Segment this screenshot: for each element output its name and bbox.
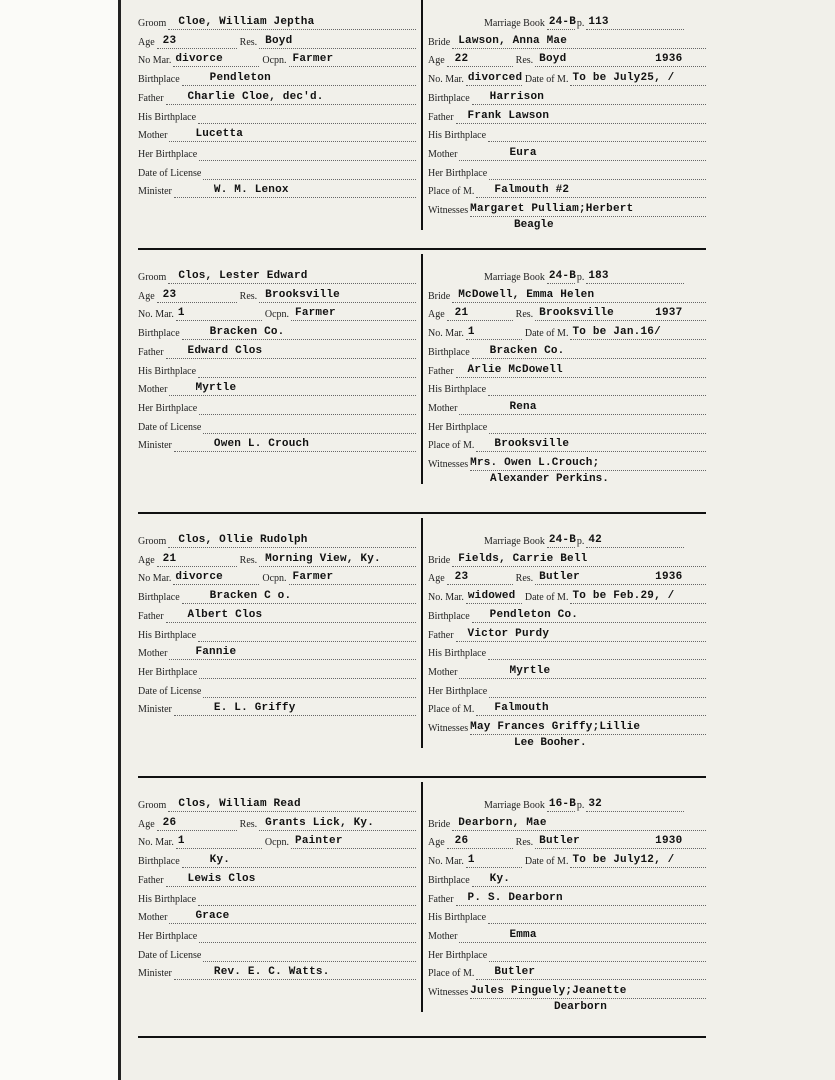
date-of-license-label: Date of License [138,685,202,697]
bride-value: Dearborn, Mae [458,816,547,829]
minister-value: Owen L. Crouch [213,438,310,451]
birthplace-label: Birthplace [428,92,470,104]
place-of-m-label: Place of M. [428,186,475,198]
place-of-m-value: Butler [494,966,536,979]
date-of-m-label: Date of M. [524,592,569,604]
form-row [138,964,416,980]
book-value: 24-B [548,16,577,28]
place-of-m-label: Place of M. [428,440,475,452]
form-field [452,816,706,831]
book-page-value: 183 [588,270,609,282]
book-value: 16-B [548,798,577,810]
date-of-m-value: To be July25, / [572,72,675,85]
bride-label: Bride [428,36,451,48]
bride-year-value: 1937 [655,307,683,320]
bride-res-value: Butler [539,835,580,848]
age-label: Age [428,309,445,321]
groom-father-value: Lewis Clos [187,872,256,885]
form-row [428,890,706,906]
form-field [199,928,416,943]
age-label: Age [138,554,155,566]
father-label: Father [428,893,454,905]
bride-mother-value: Myrtle [509,664,551,677]
form-field [198,891,416,906]
birthplace-label: Birthplace [138,74,180,86]
age-label: Age [138,818,155,830]
groom-res-value: Morning View, Ky. [265,552,381,565]
witnesses-value: Mrs. Owen L.Crouch; [470,457,600,469]
book-page-value: 113 [588,16,609,28]
form-field [476,965,706,980]
date-of-m-label: Date of M. [524,856,569,868]
form-row [428,871,706,887]
record-separator [138,1036,706,1038]
form-row [428,908,706,924]
no-mar-label: No. Mar. [428,328,464,340]
place-of-m-label: Place of M. [428,704,475,716]
bride-value: McDowell, Emma Helen [458,288,595,301]
bride-father-value: P. S. Dearborn [467,891,563,904]
no-mar-label: No. Mar. [138,309,174,321]
page-label: p. [576,272,585,283]
res-label: Res. [239,818,258,830]
age-label: Age [428,55,445,67]
birthplace-label: Birthplace [138,592,180,604]
minister-value: E. L. Griffy [213,702,296,715]
res-label: Res. [239,36,258,48]
bride-res-value: Brooksville [539,307,614,320]
mother-label: Mother [428,402,458,414]
her-birthplace-label: Her Birthplace [428,949,488,961]
her-birthplace-label: Her Birthplace [138,930,198,942]
witnesses-continued: Beagle [514,218,554,231]
form-row [138,815,416,831]
minister-label: Minister [138,186,172,198]
form-field [570,853,706,868]
form-field [488,909,706,924]
bride-res-value: Boyd [539,53,567,66]
res-label: Res. [515,837,534,849]
groom-age-value: 23 [162,34,177,47]
bride-no-mar-value: divorced [467,72,523,85]
bride-res-value: Butler [539,571,580,584]
form-field [489,947,706,962]
groom-age-value: 21 [162,552,177,565]
groom-birthplace-value: Bracken Co. [209,326,285,339]
res-label: Res. [515,309,534,321]
date-of-license-label: Date of License [138,167,202,179]
bride-label: Bride [428,554,451,566]
groom-birthplace-value: Bracken C o. [209,590,292,603]
date-of-m-value: To be Jan.16/ [572,326,661,339]
no-mar-label: No. Mar. [138,837,174,849]
form-field [182,853,416,868]
witnesses-value: May Frances Griffy;Lillie [470,721,641,733]
groom-father-value: Charlie Cloe, dec'd. [187,90,324,103]
date-of-m-label: Date of M. [524,74,569,86]
bride-father-value: Frank Lawson [467,109,550,122]
father-label: Father [428,111,454,123]
book-page-value: 32 [588,798,602,810]
bride-no-mar-value: 1 [467,854,475,867]
bride-father-value: Victor Purdy [467,627,550,640]
mother-label: Mother [138,648,168,660]
res-label: Res. [515,573,534,585]
mother-label: Mother [138,130,168,142]
bride-label: Bride [428,818,451,830]
birthplace-label: Birthplace [138,856,180,868]
age-label: Age [138,36,155,48]
form-row [138,852,416,868]
bride-age-value: 22 [454,53,469,66]
her-birthplace-label: Her Birthplace [138,148,198,160]
no-mar-label: No Mar. [138,573,172,585]
form-field [470,984,706,999]
witnesses-label: Witnesses [428,723,469,734]
groom-father-value: Albert Clos [187,608,263,621]
father-label: Father [138,92,164,104]
ocpn-label: Ocpn. [264,309,290,321]
date-of-license-label: Date of License [138,949,202,961]
form-row [138,946,416,962]
date-of-m-value: To be July12, / [572,854,675,867]
bride-birthplace-value: Pendleton Co. [489,608,579,621]
birthplace-label: Birthplace [428,610,470,622]
form-row [428,964,706,980]
form-field [291,834,416,849]
his-birthplace-label: His Birthplace [138,629,197,641]
place-of-m-label: Place of M. [428,968,475,980]
form-field [166,872,416,887]
groom-ocpn-value: Painter [295,835,343,848]
his-birthplace-label: His Birthplace [138,365,197,377]
minister-label: Minister [138,704,172,716]
witnesses-value: Jules Pinguely;Jeanette [470,985,627,997]
father-label: Father [428,365,454,377]
form-field [466,853,522,868]
minister-value: W. M. Lenox [213,184,289,197]
witnesses-continued: Dearborn [554,1000,607,1013]
her-birthplace-label: Her Birthplace [428,421,488,433]
her-birthplace-label: Her Birthplace [138,402,198,414]
marriage-book-label: Marriage Book [484,18,545,29]
date-of-m-value: To be Feb.29, / [572,590,675,603]
groom-ocpn-value: Farmer [292,53,334,66]
witnesses-label: Witnesses [428,205,469,216]
father-label: Father [138,346,164,358]
groom-res-value: Grants Lick, Ky. [265,816,374,829]
form-field [456,891,706,906]
form-row [138,833,416,849]
groom-mother-value: Lucetta [195,128,244,141]
groom-age-value: 23 [162,288,177,301]
groom-label: Groom [138,536,167,547]
form-row [138,908,416,924]
form-field [459,928,706,943]
bride-year-value: 1936 [655,571,683,584]
groom-ocpn-value: Farmer [295,307,336,320]
groom-age-value: 26 [162,816,177,829]
witnesses-label: Witnesses [428,987,469,998]
birthplace-label: Birthplace [428,874,470,886]
res-label: Res. [239,554,258,566]
form-row [138,927,416,943]
bride-year-value: 1930 [655,835,683,848]
groom-no-mar-value: 1 [177,307,185,320]
bride-no-mar-value: 1 [467,326,475,339]
form-row [428,833,706,849]
form-field [169,909,416,924]
ocpn-label: Ocpn. [264,837,290,849]
res-label: Res. [239,290,258,302]
page-label: p. [576,536,585,547]
his-birthplace-label: His Birthplace [428,912,487,924]
minister-value: Rev. E. C. Watts. [213,966,330,979]
column-divider [421,782,423,1012]
no-mar-label: No Mar. [138,55,172,67]
bride-mother-value: Eura [509,146,537,159]
age-label: Age [138,290,155,302]
groom-label: Groom [138,272,167,283]
form-field [586,797,684,812]
bride-age-value: 23 [454,571,469,584]
his-birthplace-label: His Birthplace [428,130,487,142]
mother-label: Mother [428,930,458,942]
bride-birthplace-value: Ky. [489,872,511,885]
father-label: Father [138,610,164,622]
bride-no-mar-value: widowed [467,590,516,603]
form-row [428,927,706,943]
his-birthplace-label: His Birthplace [428,384,487,396]
date-of-license-label: Date of License [138,421,202,433]
res-label: Res. [515,55,534,67]
form-field [168,797,416,812]
groom-mother-value: Fannie [195,646,237,659]
book-page-value: 42 [588,534,602,546]
mother-label: Mother [428,148,458,160]
groom-father-value: Edward Clos [187,344,263,357]
father-label: Father [138,874,164,886]
groom-value: Clos, William Read [178,798,301,810]
bride-mother-value: Emma [509,928,537,941]
father-label: Father [428,629,454,641]
form-field [547,797,575,812]
groom-value: Cloe, William Jeptha [178,16,315,28]
witnesses-continued: Alexander Perkins. [490,472,609,485]
groom-value: Clos, Lester Edward [178,270,308,282]
bride-birthplace-value: Harrison [489,90,545,103]
groom-no-mar-value: 1 [177,835,185,848]
groom-ocpn-value: Farmer [292,571,334,584]
her-birthplace-label: Her Birthplace [428,685,488,697]
form-field [203,947,416,962]
no-mar-label: No. Mar. [428,74,464,86]
minister-label: Minister [138,968,172,980]
form-row [428,983,706,999]
bride-father-value: Arlie McDowell [467,363,563,376]
her-birthplace-label: Her Birthplace [428,167,488,179]
marriage-book-label: Marriage Book [484,272,545,283]
form-row [138,796,416,812]
no-mar-label: No. Mar. [428,592,464,604]
marriage-book-row [484,796,684,812]
form-field [535,834,706,849]
form-field [472,872,706,887]
page-label: p. [576,800,585,811]
groom-birthplace-value: Ky. [209,854,231,867]
form-row [428,946,706,962]
groom-mother-value: Grace [195,910,230,923]
ocpn-label: Ocpn. [262,55,287,67]
bride-age-value: 21 [454,307,469,320]
form-row [428,815,706,831]
his-birthplace-label: His Birthplace [428,648,487,660]
his-birthplace-label: His Birthplace [138,111,197,123]
birthplace-label: Birthplace [138,328,180,340]
marriage-book-label: Marriage Book [484,800,545,811]
groom-no-mar-value: divorce [175,571,223,584]
bride-year-value: 1936 [655,53,683,66]
form-field [447,834,513,849]
his-birthplace-label: His Birthplace [138,893,197,905]
her-birthplace-label: Her Birthplace [138,666,198,678]
book-value: 24-B [548,270,577,282]
page-label: p. [576,18,585,29]
bride-value: Fields, Carrie Bell [458,552,588,565]
witnesses-continued: Lee Booher. [514,736,587,749]
place-of-m-value: Falmouth [494,702,549,715]
groom-res-value: Brooksville [265,288,340,301]
form-row [138,871,416,887]
bride-age-value: 26 [454,835,469,848]
groom-label: Groom [138,800,167,811]
form-row [138,890,416,906]
mother-label: Mother [428,666,458,678]
place-of-m-value: Falmouth #2 [494,184,570,197]
groom-mother-value: Myrtle [195,382,237,395]
mother-label: Mother [138,384,168,396]
form-row [428,852,706,868]
groom-label: Groom [138,18,167,29]
groom-value: Clos, Ollie Rudolph [178,534,308,546]
marriage-book-label: Marriage Book [484,536,545,547]
book-value: 24-B [548,534,577,546]
groom-res-value: Boyd [265,34,293,47]
groom-birthplace-value: Pendleton [209,72,271,85]
bride-value: Lawson, Anna Mae [458,34,568,47]
groom-no-mar-value: divorce [175,53,223,66]
place-of-m-value: Brooksville [494,438,570,451]
form-field [174,965,416,980]
age-label: Age [428,837,445,849]
age-label: Age [428,573,445,585]
bride-mother-value: Rena [509,400,537,413]
date-of-m-label: Date of M. [524,328,569,340]
witnesses-label: Witnesses [428,459,469,470]
bride-label: Bride [428,290,451,302]
form-field [259,816,416,831]
no-mar-label: No. Mar. [428,856,464,868]
bride-birthplace-value: Bracken Co. [489,344,565,357]
witnesses-value: Margaret Pulliam;Herbert [470,203,634,215]
form-field [157,816,237,831]
birthplace-label: Birthplace [428,346,470,358]
form-field [176,834,262,849]
minister-label: Minister [138,440,172,452]
mother-label: Mother [138,912,168,924]
ocpn-label: Ocpn. [262,573,287,585]
